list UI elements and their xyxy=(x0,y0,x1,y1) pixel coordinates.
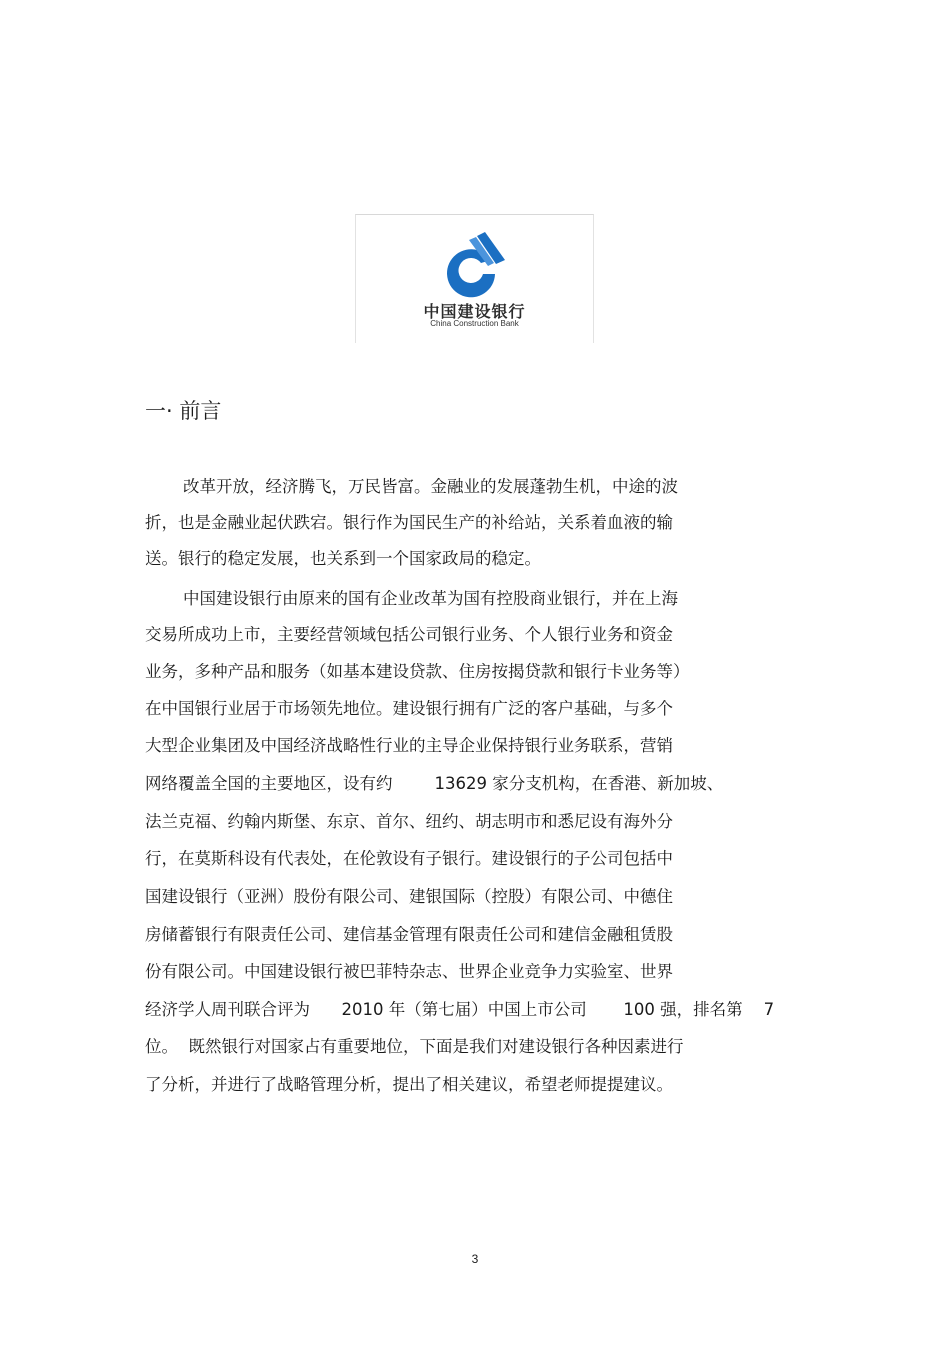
text-line: 改革开放，经济腾飞，万民皆富。金融业的发展蓬勃生机，中途的波 xyxy=(183,477,678,496)
text-line: 经济学人周刊联合评为 2010 年（第七届）中国上市公司 100 强，排名第 7 xyxy=(145,1000,775,1019)
page-number: 3 xyxy=(471,1252,479,1266)
text-line: 法兰克福、约翰内斯堡、东京、首尔、纽约、胡志明市和悉尼设有海外分 xyxy=(145,812,673,831)
logo-name-chinese: 中国建设银行 xyxy=(423,302,526,321)
text-line: 房储蓄银行有限责任公司、建信基金管理有限责任公司和建信金融租赁股 xyxy=(145,925,673,944)
text-line: 送。银行的稳定发展，也关系到一个国家政局的稳定。 xyxy=(145,549,541,568)
text-line: 行，在莫斯科设有代表处，在伦敦设有子银行。建设银行的子公司包括中 xyxy=(145,849,673,868)
logo-name-english: China Construction Bank xyxy=(430,319,519,328)
text-line: 中国建设银行由原来的国有企业改革为国有控股商业银行，并在上海 xyxy=(183,589,678,608)
section-heading: 一· 前言 xyxy=(145,399,222,423)
text-line: 份有限公司。中国建设银行被巴菲特杂志、世界企业竞争力实验室、世界 xyxy=(145,962,673,981)
text-line: 交易所成功上市，主要经营领域包括公司银行业务、个人银行业务和资金 xyxy=(145,625,673,644)
text-line: 了分析，并进行了战略管理分析，提出了相关建议，希望老师提提建议。 xyxy=(145,1075,673,1094)
text-line: 网络覆盖全国的主要地区，设有约 13629 家分支机构，在香港、新加坡、 xyxy=(145,774,724,793)
text-line: 业务，多种产品和服务（如基本建设贷款、住房按揭贷款和银行卡业务等） xyxy=(145,662,690,681)
text-line: 大型企业集团及中国经济战略性行业的主导企业保持银行业务联系，营销 xyxy=(145,736,673,755)
text-line: 在中国银行业居于市场领先地位。建设银行拥有广泛的客户基础，与多个 xyxy=(145,699,673,718)
bank-logo xyxy=(355,214,594,343)
text-line: 位。 既然银行对国家占有重要地位，下面是我们对建设银行各种因素进行 xyxy=(145,1037,684,1056)
ccb-emblem-icon xyxy=(439,230,511,302)
text-line: 国建设银行（亚洲）股份有限公司、建银国际（控股）有限公司、中德住 xyxy=(145,887,673,906)
text-line: 折，也是金融业起伏跌宕。银行作为国民生产的补给站，关系着血液的输 xyxy=(145,513,673,532)
